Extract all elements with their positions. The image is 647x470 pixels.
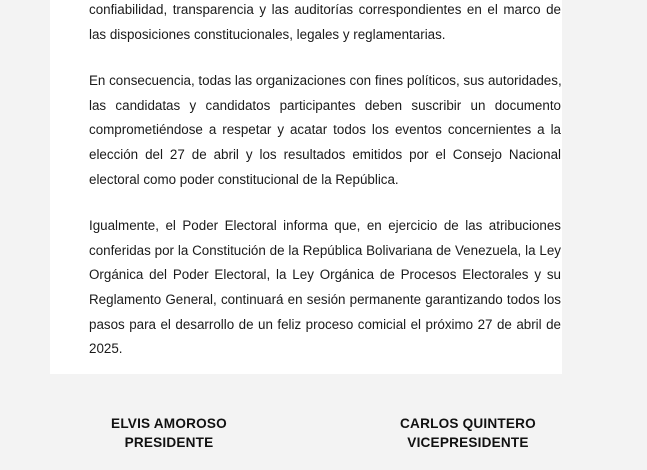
text-line: las candidatas y candidatos participantes deben suscribir un documento — [89, 97, 561, 113]
text-line: En consecuencia, todas las organizaciones con fines políticos, sus autoridades, — [89, 73, 562, 89]
text-line: pasos para el desarrollo de un feliz proceso comicial el próximo 27 de abril de — [89, 316, 561, 332]
signature-name: ELVIS AMOROSO — [111, 416, 227, 431]
text-line: las disposiciones constitucionales, legales y reglamentarias. — [89, 26, 446, 42]
text-line: Orgánica del Poder Electoral, la Ley Orgánica de Procesos Electorales y su — [89, 267, 561, 283]
text-line: elección del 27 de abril y los resultados emitidos por el Consejo Nacional — [89, 146, 561, 162]
text-line: Reglamento General, continuará en sesión permanente garantizando todos los — [89, 291, 561, 307]
text-line: Igualmente, el Poder Electoral informa que, en ejercicio de las atribuciones — [89, 218, 561, 234]
text-line: comprometiéndose a respetar y acatar todos los eventos concernientes a la — [89, 122, 561, 138]
signature-role: PRESIDENTE — [124, 434, 214, 450]
text-line: conferidas por la Constitución de la República Bolivariana de Venezuela, la Ley — [89, 242, 561, 258]
signature-president — [104, 415, 234, 452]
text-line: electoral como poder constitucional de la República. — [89, 171, 399, 187]
paragraph-1 — [89, 0, 561, 47]
document-body — [89, 0, 561, 362]
signature-vicepresident — [388, 415, 548, 452]
text-line: 2025. — [89, 341, 123, 357]
signature-role: VICEPRESIDENTE — [407, 434, 529, 450]
signature-name: CARLOS QUINTERO — [400, 416, 536, 431]
paragraph-3 — [89, 214, 561, 362]
paragraph-2 — [89, 69, 561, 192]
text-line: confiabilidad, transparencia y las auditorías correspondientes en el marco de — [89, 2, 561, 17]
